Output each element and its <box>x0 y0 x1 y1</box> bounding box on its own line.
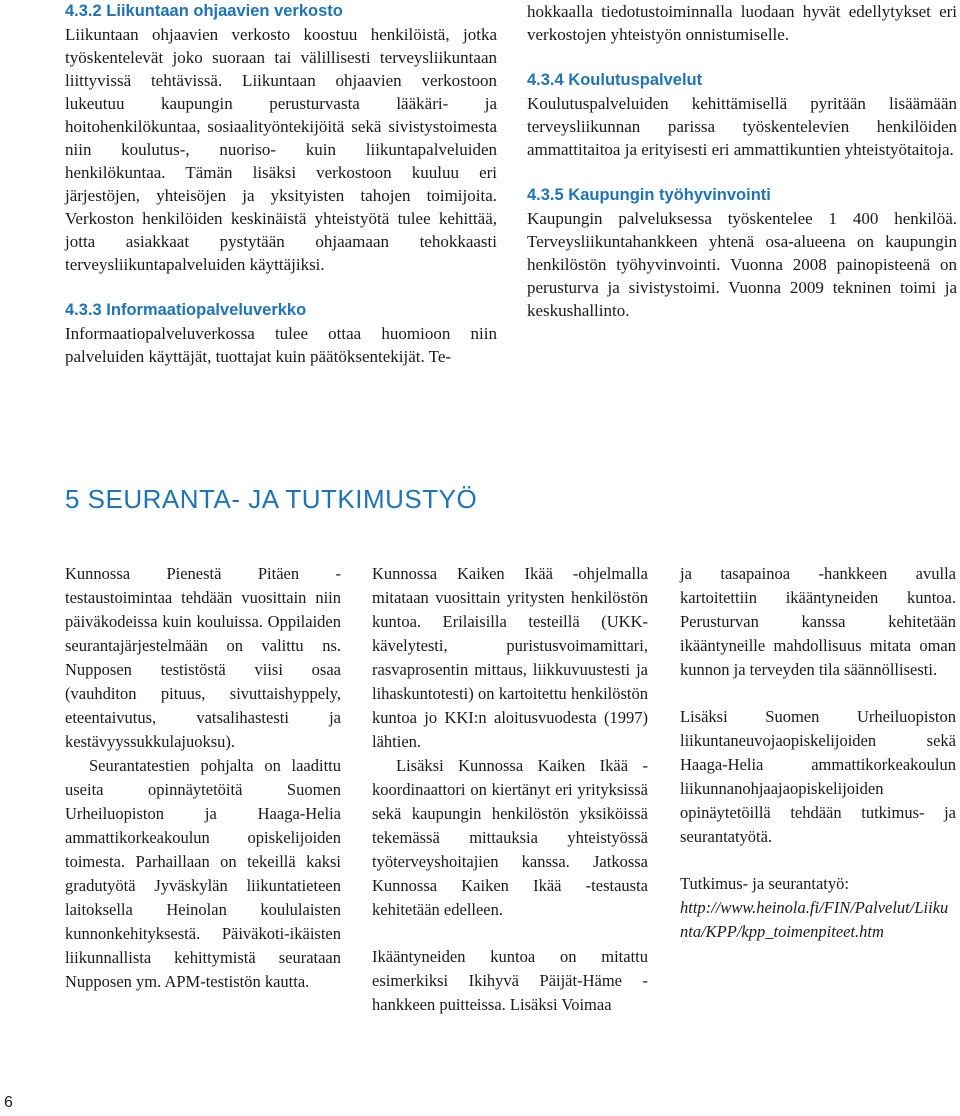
upper-right-column <box>527 0 957 322</box>
col3-link[interactable]: http://www.heinola.fi/FIN/Palvelut/Liikunta/KPP/kpp_toimenpiteet.htm <box>680 898 949 941</box>
heading-4-3-2: 4.3.2 Liikuntaan ohjaavien verkosto <box>65 2 343 20</box>
col3-link-label: Tutkimus- ja seurantatyö: <box>680 874 849 893</box>
bottom-column-1 <box>65 562 341 994</box>
heading-4-3-4: 4.3.4 Koulutuspalvelut <box>527 71 703 89</box>
text-4-3-4: Koulutuspalveluiden kehittämisellä pyritään lisäämään terveysliikunnan parissa työskentelevien henkilöiden ammattitaitoa ja erityisesti eri ammattikuntien yhteistyötaitoja. <box>527 94 957 159</box>
col3-paragraph-2: Lisäksi Suomen Urheiluopiston liikuntaneuvojaopiskelijoiden sekä Haaga-Helia ammattikorkeakoulun liikunnanohjaajaopiskelijoiden opinäytetöillä tehdään tutkimus- ja seurantatyötä. <box>680 707 956 846</box>
heading-4-3-3: 4.3.3 Informaatiopalveluverkko <box>65 301 307 319</box>
text-4-3-2: Liikuntaan ohjaavien verkosto koostuu henkilöistä, jotka työskentelevät joko suoraan tai välillisesti terveysliikuntaan liittyvissä tehtävissä. Liikuntaan ohjaavien verkostoon lukeutuu kaupungin perusturvasta lääkäri- ja hoitohenkilökuntaa, sosiaalityöntekijöitä sekä sivistystoimesta niin koulutus-, nuoriso- kuin liikuntapalveluiden henkilökuntaa. Tämän lisäksi verkostoon kuuluu eri järjestöjen, yhteisöjen ja yksityisten tahojen toimijoita. Verkoston henkilöiden keskinäistä yhteistyötä tulee kehittää, jotta asiakkaat pystytään ohjaamaan tehokkaasti terveysliikuntapalveluiden käyttäjiksi. <box>65 25 497 274</box>
chapter-5-heading: 5 SEURANTA- JA TUTKIMUSTYÖ <box>65 484 478 514</box>
col2-paragraph-3: Ikääntyneiden kuntoa on mitattu esimerkiksi Ikihyvä Päijät-Häme -hankkeen puitteissa. Lisäksi Voimaa <box>372 947 648 1014</box>
text-4-3-3-start: Informaatiopalveluverkossa tulee ottaa huomioon niin palveluiden käyttäjät, tuottajat kuin päätöksentekijät. Te- <box>65 324 497 366</box>
col1-paragraph-2: Seurantatestien pohjalta on laadittu useita opinnäytetöitä Suomen Urheiluopiston ja Haaga-Helia ammattikorkeakoulun opiskelijoiden toimesta. Parhaillaan on tekeillä kaksi gradutyötä Jyväskylän liikuntatieteen laitoksella Heinolan koululaisten kunnonkehityksestä. Päiväkoti-ikäisten liikunnallista kehittymistä seurataan Nupposen ym. APM-testistön kautta. <box>65 756 341 991</box>
col2-paragraph-2: Lisäksi Kunnossa Kaiken Ikää -koordinaattori on kiertänyt eri yrityksissä sekä kaupungin henkilöstön yksiköissä tekemässä mittauksia yhteistyössä työterveyshoitajien kanssa. Jatkossa Kunnossa Kaiken Ikää -testausta kehitetään edelleen. <box>372 756 648 919</box>
heading-4-3-5: 4.3.5 Kaupungin työhyvinvointi <box>527 186 771 204</box>
col2-paragraph-1: Kunnossa Kaiken Ikää -ohjelmalla mitataan vuosittain yritysten henkilöstön kuntoa. Erilaisilla testeillä (UKK-kävelytesti, puristusvoimamittari, rasvaprosentin mittaus, liikkuvuustesti ja lihaskuntotesti) on kartoitettu henkilöstön kuntoa jo KKI:n aloitusvuodesta (1997) lähtien. <box>372 564 648 751</box>
upper-left-column <box>65 0 497 368</box>
bottom-column-3 <box>680 562 956 944</box>
text-4-3-5: Kaupungin palveluksessa työskentelee 1 400 henkilöä. Terveysliikuntahankkeen yhtenä osa-alueena on kaupungin henkilöstön työhyvinvointi. Vuonna 2008 painopisteenä on perusturva ja sivistystoimi. Vuonna 2009 tekninen toimi ja keskushallinto. <box>527 209 957 320</box>
col3-paragraph-1: ja tasapainoa -hankkeen avulla kartoitettiin ikääntyneiden kuntoa. Perusturvan kanssa kehitetään ikääntyneille mahdollisuus mitata oman kunnon ja terveyden tila säännöllisesti. <box>680 564 956 679</box>
page-number: 6 <box>4 1094 13 1111</box>
col1-paragraph-1: Kunnossa Pienestä Pitäen -testaustoimintaa tehdään vuosittain niin päiväkodeissa kuin kouluissa. Oppilaiden seurantajärjestelmään on valittu ns. Nupposen testistöstä viisi osaa (vauhditon pituus, sivuttaishyppely, eteentaivutus, vatsalihastesti ja kestävyyssukkulajuoksu). <box>65 564 341 751</box>
text-4-3-3-end: hokkaalla tiedotustoiminnalla luodaan hyvät edellytykset eri verkostojen yhteistyön onnistumiselle. <box>527 2 957 44</box>
bottom-column-2 <box>372 562 648 1017</box>
